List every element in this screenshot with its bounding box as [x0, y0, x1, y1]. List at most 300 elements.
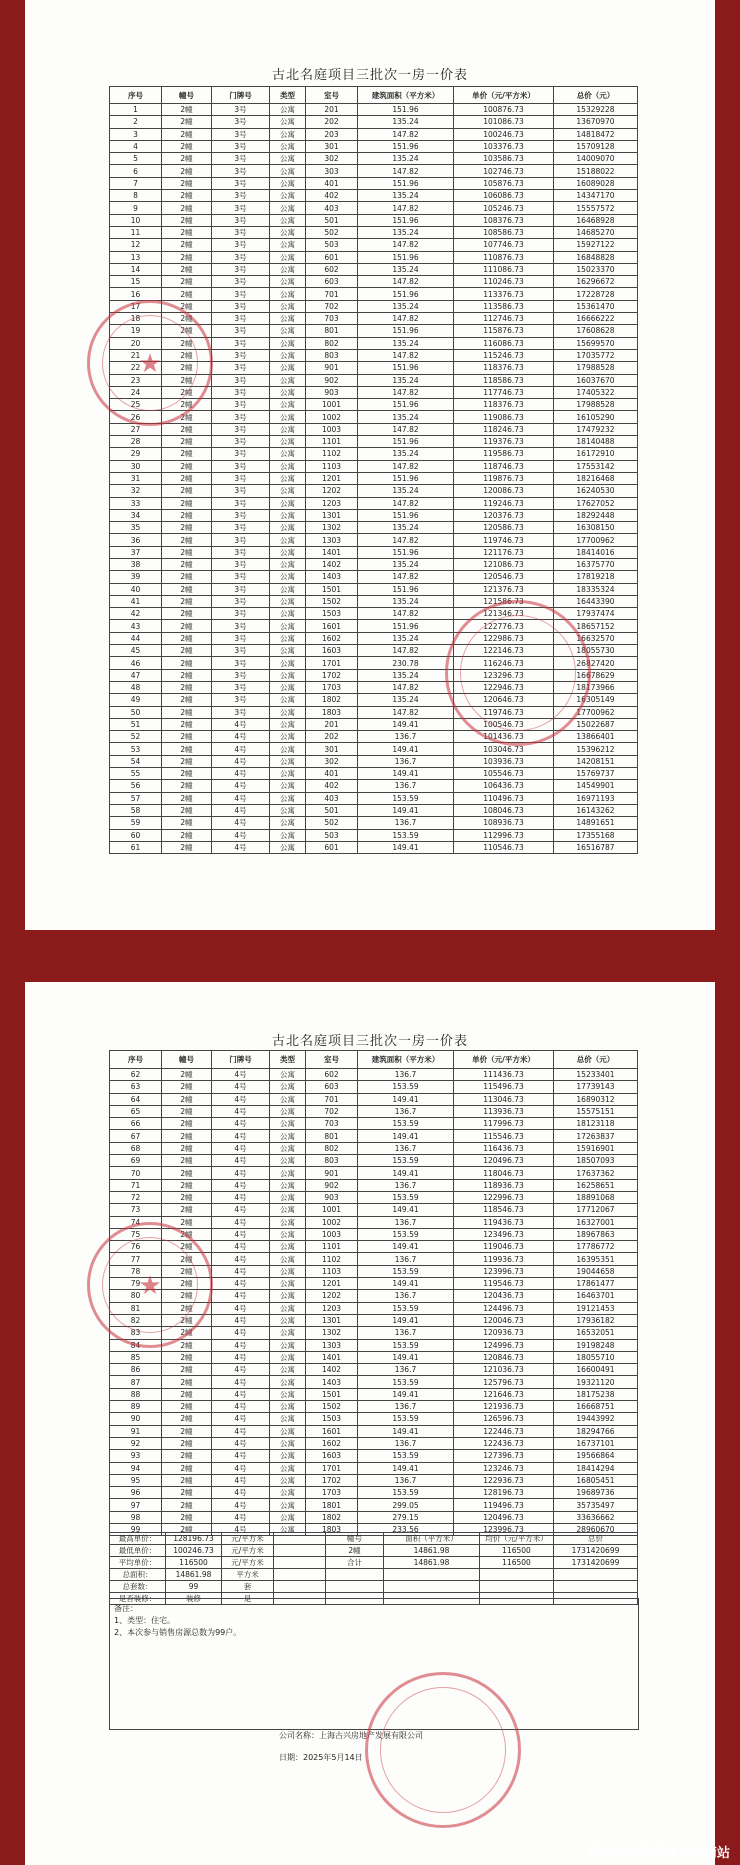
- table-cell: 136.7: [358, 1216, 454, 1228]
- table-cell: 17405322: [554, 386, 638, 398]
- table-cell: 14549901: [554, 780, 638, 792]
- table-cell: 17228728: [554, 288, 638, 300]
- table-cell: 公寓: [270, 731, 306, 743]
- table-cell: 120436.73: [454, 1290, 554, 1302]
- table-cell: 108936.73: [454, 817, 554, 829]
- table-cell: 1103: [306, 1265, 358, 1277]
- table-cell: 4号: [212, 1228, 270, 1240]
- table-cell: 18292448: [554, 509, 638, 521]
- table-cell: 135.24: [358, 411, 454, 423]
- table-cell: 公寓: [270, 608, 306, 620]
- table-cell: 公寓: [270, 460, 306, 472]
- table-cell: 42: [110, 608, 162, 620]
- table-cell: 18414016: [554, 546, 638, 558]
- table-cell: 公寓: [270, 1314, 306, 1326]
- col-header: 单价（元/平方米）: [454, 1051, 554, 1069]
- table-row: [110, 423, 638, 435]
- table-row: [110, 263, 638, 275]
- table-cell: 3号: [212, 337, 270, 349]
- table-cell: 33: [110, 497, 162, 509]
- table-cell: 2幢: [162, 595, 212, 607]
- table-cell: 151.96: [358, 546, 454, 558]
- table-cell: 1503: [306, 608, 358, 620]
- table-cell: 2幢: [162, 1339, 212, 1351]
- table-cell: 17: [110, 300, 162, 312]
- table-cell: 17988528: [554, 362, 638, 374]
- table-cell: 1701: [306, 1462, 358, 1474]
- table-cell: 2幢: [162, 104, 212, 116]
- table-cell: 77: [110, 1253, 162, 1265]
- table-cell: 2幢: [162, 423, 212, 435]
- table-cell: 105546.73: [454, 768, 554, 780]
- table-cell: 54: [110, 755, 162, 767]
- table-cell: 1303: [306, 534, 358, 546]
- table-row: [110, 460, 638, 472]
- table-cell: 1103: [306, 460, 358, 472]
- document-page-2: [25, 982, 715, 1865]
- table-cell: 3号: [212, 263, 270, 275]
- table-cell: 公寓: [270, 509, 306, 521]
- table-cell: 公寓: [270, 177, 306, 189]
- table-row: [110, 226, 638, 238]
- table-cell: 公寓: [270, 694, 306, 706]
- table-cell: 701: [306, 1093, 358, 1105]
- table-cell: 45: [110, 645, 162, 657]
- table-cell: 16443390: [554, 595, 638, 607]
- table-cell: 153.59: [358, 1118, 454, 1130]
- table-cell: 75: [110, 1228, 162, 1240]
- table-cell: 1401: [306, 546, 358, 558]
- table-cell: 公寓: [270, 792, 306, 804]
- table-cell: 17937474: [554, 608, 638, 620]
- table-row: [110, 768, 638, 780]
- table-cell: 4号: [212, 792, 270, 804]
- table-cell: 801: [306, 1130, 358, 1142]
- document-date: 日期：2025年5月14日: [279, 1753, 363, 1762]
- summary-cell: 1731420699: [554, 1545, 638, 1557]
- table-cell: 16666222: [554, 313, 638, 325]
- table-cell: 1602: [306, 1437, 358, 1449]
- table-cell: 4号: [212, 718, 270, 730]
- table-cell: 16305149: [554, 694, 638, 706]
- table-cell: 16089028: [554, 177, 638, 189]
- table-cell: 1703: [306, 1487, 358, 1499]
- table-cell: 24: [110, 386, 162, 398]
- table-cell: 4号: [212, 817, 270, 829]
- table-row: [110, 1487, 638, 1499]
- table-cell: 16468928: [554, 214, 638, 226]
- table-cell: 2幢: [162, 768, 212, 780]
- summary-spacer: [274, 1545, 326, 1557]
- table-cell: 124496.73: [454, 1302, 554, 1314]
- table-row: [110, 128, 638, 140]
- table-cell: 153.59: [358, 1339, 454, 1351]
- table-cell: 136.7: [358, 1474, 454, 1486]
- table-cell: 151.96: [358, 620, 454, 632]
- table-cell: 16172910: [554, 448, 638, 460]
- company-name: 公司名称：上海古兴房地产发展有限公司: [279, 1731, 423, 1740]
- table-cell: 3号: [212, 399, 270, 411]
- table-cell: 123996.73: [454, 1523, 554, 1535]
- table-header-row: [110, 1051, 638, 1069]
- table-cell: 4号: [212, 1167, 270, 1179]
- table-cell: 2幢: [162, 1081, 212, 1093]
- table-cell: 2幢: [162, 1241, 212, 1253]
- table-cell: 公寓: [270, 522, 306, 534]
- table-cell: 112746.73: [454, 313, 554, 325]
- table-cell: 83: [110, 1327, 162, 1339]
- table-cell: 118586.73: [454, 374, 554, 386]
- table-cell: 40: [110, 583, 162, 595]
- table-cell: 4号: [212, 780, 270, 792]
- table-cell: 4号: [212, 1278, 270, 1290]
- summary-cell: 116500: [480, 1557, 554, 1569]
- table-cell: 2幢: [162, 1142, 212, 1154]
- table-row: [110, 239, 638, 251]
- table-cell: 151.96: [358, 583, 454, 595]
- table-cell: 公寓: [270, 1216, 306, 1228]
- table-cell: 3号: [212, 153, 270, 165]
- table-cell: 119376.73: [454, 436, 554, 448]
- table-cell: 2幢: [162, 1523, 212, 1535]
- table-cell: 703: [306, 1118, 358, 1130]
- summary-cell: [480, 1569, 554, 1581]
- table-cell: 3号: [212, 202, 270, 214]
- table-cell: 17700962: [554, 534, 638, 546]
- table-cell: 147.82: [358, 497, 454, 509]
- table-cell: 110546.73: [454, 841, 554, 853]
- table-row: [110, 534, 638, 546]
- table-cell: 3号: [212, 276, 270, 288]
- document-title: 古北名庭项目三批次一房一价表: [271, 68, 468, 83]
- table-cell: 2幢: [162, 1401, 212, 1413]
- table-cell: 136.7: [358, 1437, 454, 1449]
- table-cell: 公寓: [270, 1339, 306, 1351]
- table-cell: 233.56: [358, 1523, 454, 1535]
- table-cell: 1603: [306, 1450, 358, 1462]
- table-cell: 100876.73: [454, 104, 554, 116]
- table-cell: 4号: [212, 1474, 270, 1486]
- table-cell: 79: [110, 1278, 162, 1290]
- summary-cell: 总价: [554, 1533, 638, 1545]
- table-cell: 153.59: [358, 1376, 454, 1388]
- watermark: 搜狐号@搜狐焦点淮南站: [586, 1846, 730, 1861]
- table-cell: 2幢: [162, 214, 212, 226]
- table-cell: 公寓: [270, 1413, 306, 1425]
- table-cell: 14208151: [554, 755, 638, 767]
- table-cell: 103046.73: [454, 743, 554, 755]
- table-cell: 3号: [212, 620, 270, 632]
- table-row: [110, 153, 638, 165]
- table-cell: 1602: [306, 632, 358, 644]
- table-cell: 121586.73: [454, 595, 554, 607]
- table-cell: 303: [306, 165, 358, 177]
- table-cell: 65: [110, 1105, 162, 1117]
- table-cell: 2幢: [162, 1093, 212, 1105]
- table-cell: 121376.73: [454, 583, 554, 595]
- table-cell: 公寓: [270, 669, 306, 681]
- table-cell: 121036.73: [454, 1364, 554, 1376]
- table-cell: 26827420: [554, 657, 638, 669]
- table-cell: 3号: [212, 571, 270, 583]
- table-cell: 2幢: [162, 1155, 212, 1167]
- table-cell: 44: [110, 632, 162, 644]
- table-cell: 43: [110, 620, 162, 632]
- table-cell: 119746.73: [454, 534, 554, 546]
- table-cell: 803: [306, 349, 358, 361]
- table-cell: 3号: [212, 411, 270, 423]
- summary-cell: 装修: [166, 1593, 222, 1605]
- table-cell: 902: [306, 374, 358, 386]
- table-cell: 122446.73: [454, 1425, 554, 1437]
- table-cell: 118376.73: [454, 362, 554, 374]
- table-cell: 128196.73: [454, 1487, 554, 1499]
- table-cell: 803: [306, 1155, 358, 1167]
- table-cell: 公寓: [270, 214, 306, 226]
- table-cell: 119246.73: [454, 497, 554, 509]
- table-cell: 2幢: [162, 1302, 212, 1314]
- summary-cell: 均价（元/平方米）: [480, 1533, 554, 1545]
- col-header: 类型: [270, 1051, 306, 1069]
- table-cell: 16532051: [554, 1327, 638, 1339]
- table-cell: 136.7: [358, 1105, 454, 1117]
- table-cell: 201: [306, 718, 358, 730]
- table-cell: 118546.73: [454, 1204, 554, 1216]
- table-cell: 4号: [212, 1216, 270, 1228]
- notes-line: 2、本次参与销售房源总数为99户。: [114, 1628, 242, 1637]
- table-cell: 301: [306, 140, 358, 152]
- table-cell: 135.24: [358, 116, 454, 128]
- table-cell: 公寓: [270, 755, 306, 767]
- table-cell: 135.24: [358, 153, 454, 165]
- table-cell: 16668751: [554, 1401, 638, 1413]
- table-cell: 公寓: [270, 595, 306, 607]
- table-cell: 公寓: [270, 1474, 306, 1486]
- table-cell: 4号: [212, 1118, 270, 1130]
- table-row: [110, 165, 638, 177]
- table-cell: 公寓: [270, 1437, 306, 1449]
- table-cell: 公寓: [270, 386, 306, 398]
- table-cell: 3号: [212, 300, 270, 312]
- table-cell: 公寓: [270, 804, 306, 816]
- table-cell: 33636662: [554, 1511, 638, 1523]
- table-cell: 17479232: [554, 423, 638, 435]
- table-cell: 19: [110, 325, 162, 337]
- table-cell: 2幢: [162, 1351, 212, 1363]
- table-cell: 1301: [306, 509, 358, 521]
- table-cell: 120496.73: [454, 1511, 554, 1523]
- table-cell: 2幢: [162, 374, 212, 386]
- table-cell: 3号: [212, 509, 270, 521]
- table-cell: 2幢: [162, 571, 212, 583]
- table-cell: 121176.73: [454, 546, 554, 558]
- table-cell: 公寓: [270, 497, 306, 509]
- table-cell: 66: [110, 1118, 162, 1130]
- table-cell: 117746.73: [454, 386, 554, 398]
- table-cell: 147.82: [358, 460, 454, 472]
- table-cell: 402: [306, 780, 358, 792]
- table-cell: 4号: [212, 1314, 270, 1326]
- table-cell: 801: [306, 325, 358, 337]
- table-cell: 299.05: [358, 1499, 454, 1511]
- table-cell: 15769737: [554, 768, 638, 780]
- table-cell: 149.41: [358, 1278, 454, 1290]
- table-cell: 公寓: [270, 645, 306, 657]
- table-cell: 17819218: [554, 571, 638, 583]
- table-cell: 公寓: [270, 546, 306, 558]
- table-cell: 2幢: [162, 1228, 212, 1240]
- table-cell: 501: [306, 804, 358, 816]
- table-cell: 1003: [306, 423, 358, 435]
- notes-line: 1、类型：住宅。: [114, 1616, 176, 1625]
- table-cell: 16632570: [554, 632, 638, 644]
- table-cell: 151.96: [358, 288, 454, 300]
- table-cell: 2幢: [162, 632, 212, 644]
- table-cell: 120046.73: [454, 1314, 554, 1326]
- table-cell: 95: [110, 1474, 162, 1486]
- table-cell: 101086.73: [454, 116, 554, 128]
- table-cell: 149.41: [358, 1093, 454, 1105]
- table-cell: 3号: [212, 558, 270, 570]
- table-cell: 3号: [212, 608, 270, 620]
- table-row: [110, 472, 638, 484]
- table-cell: 117996.73: [454, 1118, 554, 1130]
- table-cell: 2幢: [162, 460, 212, 472]
- table-cell: 4号: [212, 804, 270, 816]
- table-cell: 公寓: [270, 239, 306, 251]
- table-cell: 4号: [212, 1364, 270, 1376]
- table-cell: 18173966: [554, 681, 638, 693]
- table-row: [110, 177, 638, 189]
- table-cell: 100246.73: [454, 128, 554, 140]
- table-cell: 13670970: [554, 116, 638, 128]
- table-cell: 2幢: [162, 706, 212, 718]
- col-header: 室号: [306, 1051, 358, 1069]
- summary-cell: [554, 1581, 638, 1593]
- summary-cell: 116500: [166, 1557, 222, 1569]
- col-header: 室号: [306, 87, 358, 104]
- table-cell: 17786772: [554, 1241, 638, 1253]
- table-cell: 135.24: [358, 632, 454, 644]
- summary-cell: 1731420699: [554, 1557, 638, 1569]
- table-row: [110, 1167, 638, 1179]
- table-cell: 公寓: [270, 411, 306, 423]
- table-cell: 1802: [306, 694, 358, 706]
- table-cell: 18055710: [554, 1351, 638, 1363]
- table-cell: 2幢: [162, 755, 212, 767]
- table-cell: 49: [110, 694, 162, 706]
- table-cell: 15575151: [554, 1105, 638, 1117]
- table-cell: 16678629: [554, 669, 638, 681]
- table-cell: 2幢: [162, 718, 212, 730]
- table-cell: 91: [110, 1425, 162, 1437]
- table-cell: 2幢: [162, 645, 212, 657]
- table-cell: 16105290: [554, 411, 638, 423]
- table-cell: 113376.73: [454, 288, 554, 300]
- table-row: [110, 1388, 638, 1400]
- table-cell: 86: [110, 1364, 162, 1376]
- table-cell: 153.59: [358, 1487, 454, 1499]
- table-cell: 4号: [212, 1437, 270, 1449]
- table-cell: 58: [110, 804, 162, 816]
- table-cell: 603: [306, 276, 358, 288]
- table-cell: 公寓: [270, 1327, 306, 1339]
- table-cell: 4号: [212, 1191, 270, 1203]
- table-cell: 119086.73: [454, 411, 554, 423]
- table-cell: 公寓: [270, 1364, 306, 1376]
- summary-cell: 是: [222, 1593, 274, 1605]
- table-cell: 702: [306, 1105, 358, 1117]
- table-cell: 2幢: [162, 1511, 212, 1523]
- table-cell: 4号: [212, 1265, 270, 1277]
- table-cell: 4号: [212, 1290, 270, 1302]
- table-cell: 2幢: [162, 534, 212, 546]
- table-cell: 69: [110, 1155, 162, 1167]
- table-cell: 136.7: [358, 1069, 454, 1081]
- table-cell: 68: [110, 1142, 162, 1154]
- table-cell: 23: [110, 374, 162, 386]
- notes-box: [109, 1598, 639, 1730]
- table-cell: 121646.73: [454, 1388, 554, 1400]
- table-cell: 19044658: [554, 1265, 638, 1277]
- table-cell: 1203: [306, 1302, 358, 1314]
- table-cell: 76: [110, 1241, 162, 1253]
- table-cell: 公寓: [270, 558, 306, 570]
- table-cell: 公寓: [270, 768, 306, 780]
- table-cell: 3号: [212, 214, 270, 226]
- table-cell: 1002: [306, 1216, 358, 1228]
- summary-cell: 元/平方米: [222, 1557, 274, 1569]
- table-row: [110, 1216, 638, 1228]
- summary-cell: 最高单价：: [110, 1533, 166, 1545]
- table-cell: 4号: [212, 1069, 270, 1081]
- table-cell: 4号: [212, 1241, 270, 1253]
- table-cell: 17700962: [554, 706, 638, 718]
- table-cell: 3号: [212, 546, 270, 558]
- table-cell: 153.59: [358, 829, 454, 841]
- table-cell: 151.96: [358, 325, 454, 337]
- table-cell: 135.24: [358, 300, 454, 312]
- table-cell: 2幢: [162, 694, 212, 706]
- summary-row: [110, 1557, 638, 1569]
- table-cell: 2幢: [162, 1253, 212, 1265]
- table-cell: 公寓: [270, 1487, 306, 1499]
- table-cell: 90: [110, 1413, 162, 1425]
- table-row: [110, 558, 638, 570]
- table-row: [110, 571, 638, 583]
- table-cell: 4号: [212, 1450, 270, 1462]
- summary-table: [109, 1532, 638, 1605]
- table-cell: 1202: [306, 485, 358, 497]
- table-cell: 147.82: [358, 645, 454, 657]
- table-cell: 57: [110, 792, 162, 804]
- table-cell: 151.96: [358, 509, 454, 521]
- table-cell: 101436.73: [454, 731, 554, 743]
- table-cell: 151.96: [358, 399, 454, 411]
- table-cell: 公寓: [270, 1290, 306, 1302]
- document-title: 古北名庭项目三批次一房一价表: [271, 1034, 468, 1049]
- summary-cell: 平均单价：: [110, 1557, 166, 1569]
- table-cell: 103586.73: [454, 153, 554, 165]
- table-cell: 902: [306, 1179, 358, 1191]
- table-cell: 80: [110, 1290, 162, 1302]
- table-cell: 147.82: [358, 534, 454, 546]
- table-cell: 1503: [306, 1413, 358, 1425]
- table-cell: 16848828: [554, 251, 638, 263]
- table-cell: 35735497: [554, 1499, 638, 1511]
- table-row: [110, 509, 638, 521]
- table-cell: 147.82: [358, 165, 454, 177]
